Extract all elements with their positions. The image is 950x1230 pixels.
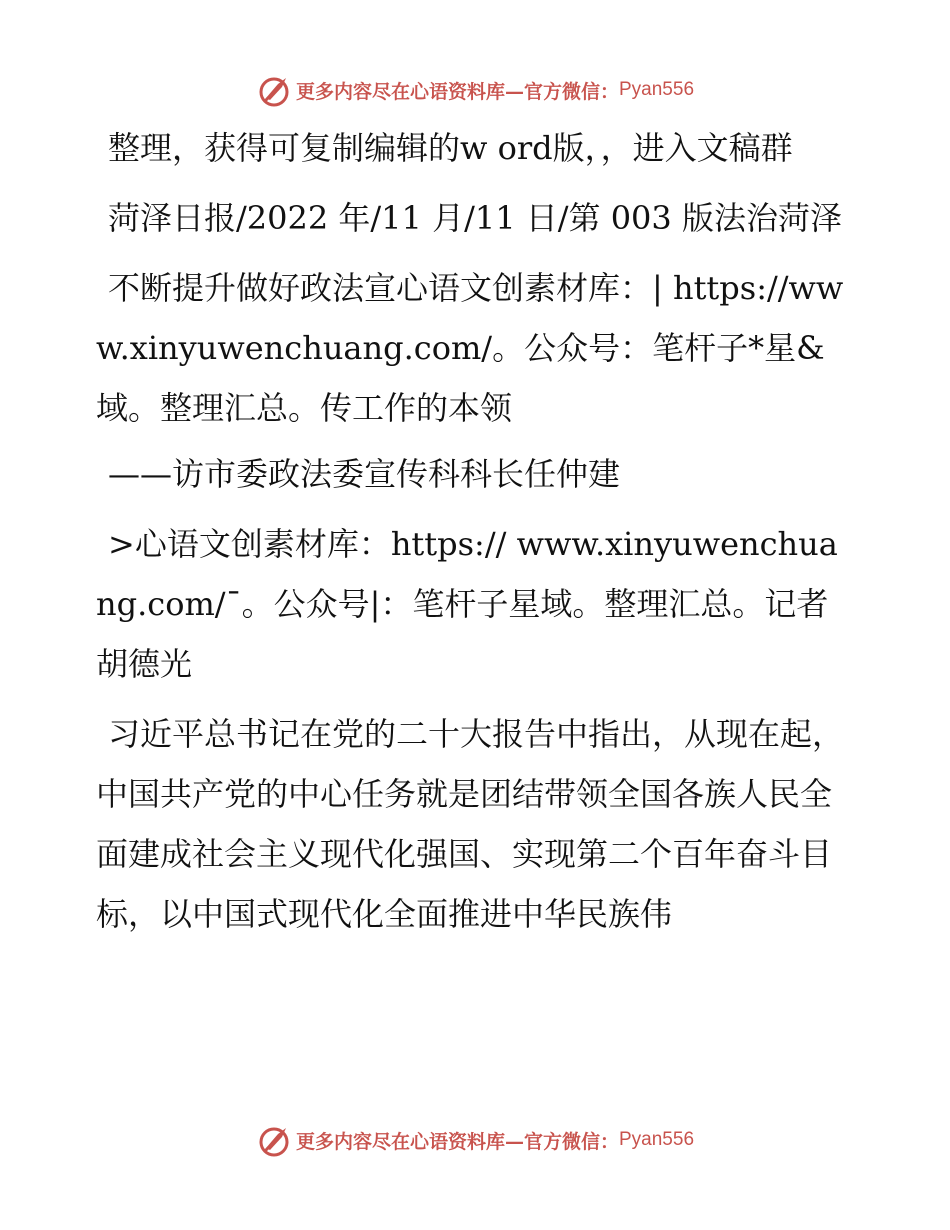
- quill-logo-icon: [256, 1122, 292, 1158]
- paragraph-body: 习近平总书记在党的二十大报告中指出，从现在起，中国共产党的中心任务就是团结带领全国各族人民全面建成社会主义现代化强国、实现第二个百年奋斗目标，以中国式现代化全面推进中华民族伟: [96, 715, 845, 933]
- header-wechat-id: Pyan556: [619, 79, 695, 100]
- paragraph-byline: >心语文创素材库：https:// www.xinyuwenchuang.com/¯。公众号|：笔杆子星域。整理汇总。记者 胡德光: [96, 525, 861, 683]
- paragraph-subtitle: ——访市委政法委宣传科科长任仲建: [108, 455, 621, 493]
- paragraph-source: 菏泽日报/2022 年/11 月/11 日/第 003 版法治菏泽: [108, 199, 842, 237]
- footer-watermark-banner: [0, 1120, 950, 1160]
- footer-banner-text: 更多内容尽在心语资料库—官方微信：: [295, 1130, 619, 1153]
- footer-wechat-id: Pyan556: [619, 1129, 695, 1150]
- quill-logo-icon: [256, 72, 292, 108]
- document-body: [96, 118, 861, 954]
- header-banner-text: 更多内容尽在心语资料库—官方微信：: [295, 80, 619, 103]
- header-watermark-banner: [0, 70, 950, 110]
- paragraph-title: 不断提升做好政法宣心语文创素材库：| https://www.xinyuwenchuang.com/。公众号：笔杆子*星&域。整理汇总。传工作的本领: [96, 269, 844, 427]
- paragraph-intro: 整理，获得可复制编辑的w ord版，，进入文稿群: [108, 129, 793, 167]
